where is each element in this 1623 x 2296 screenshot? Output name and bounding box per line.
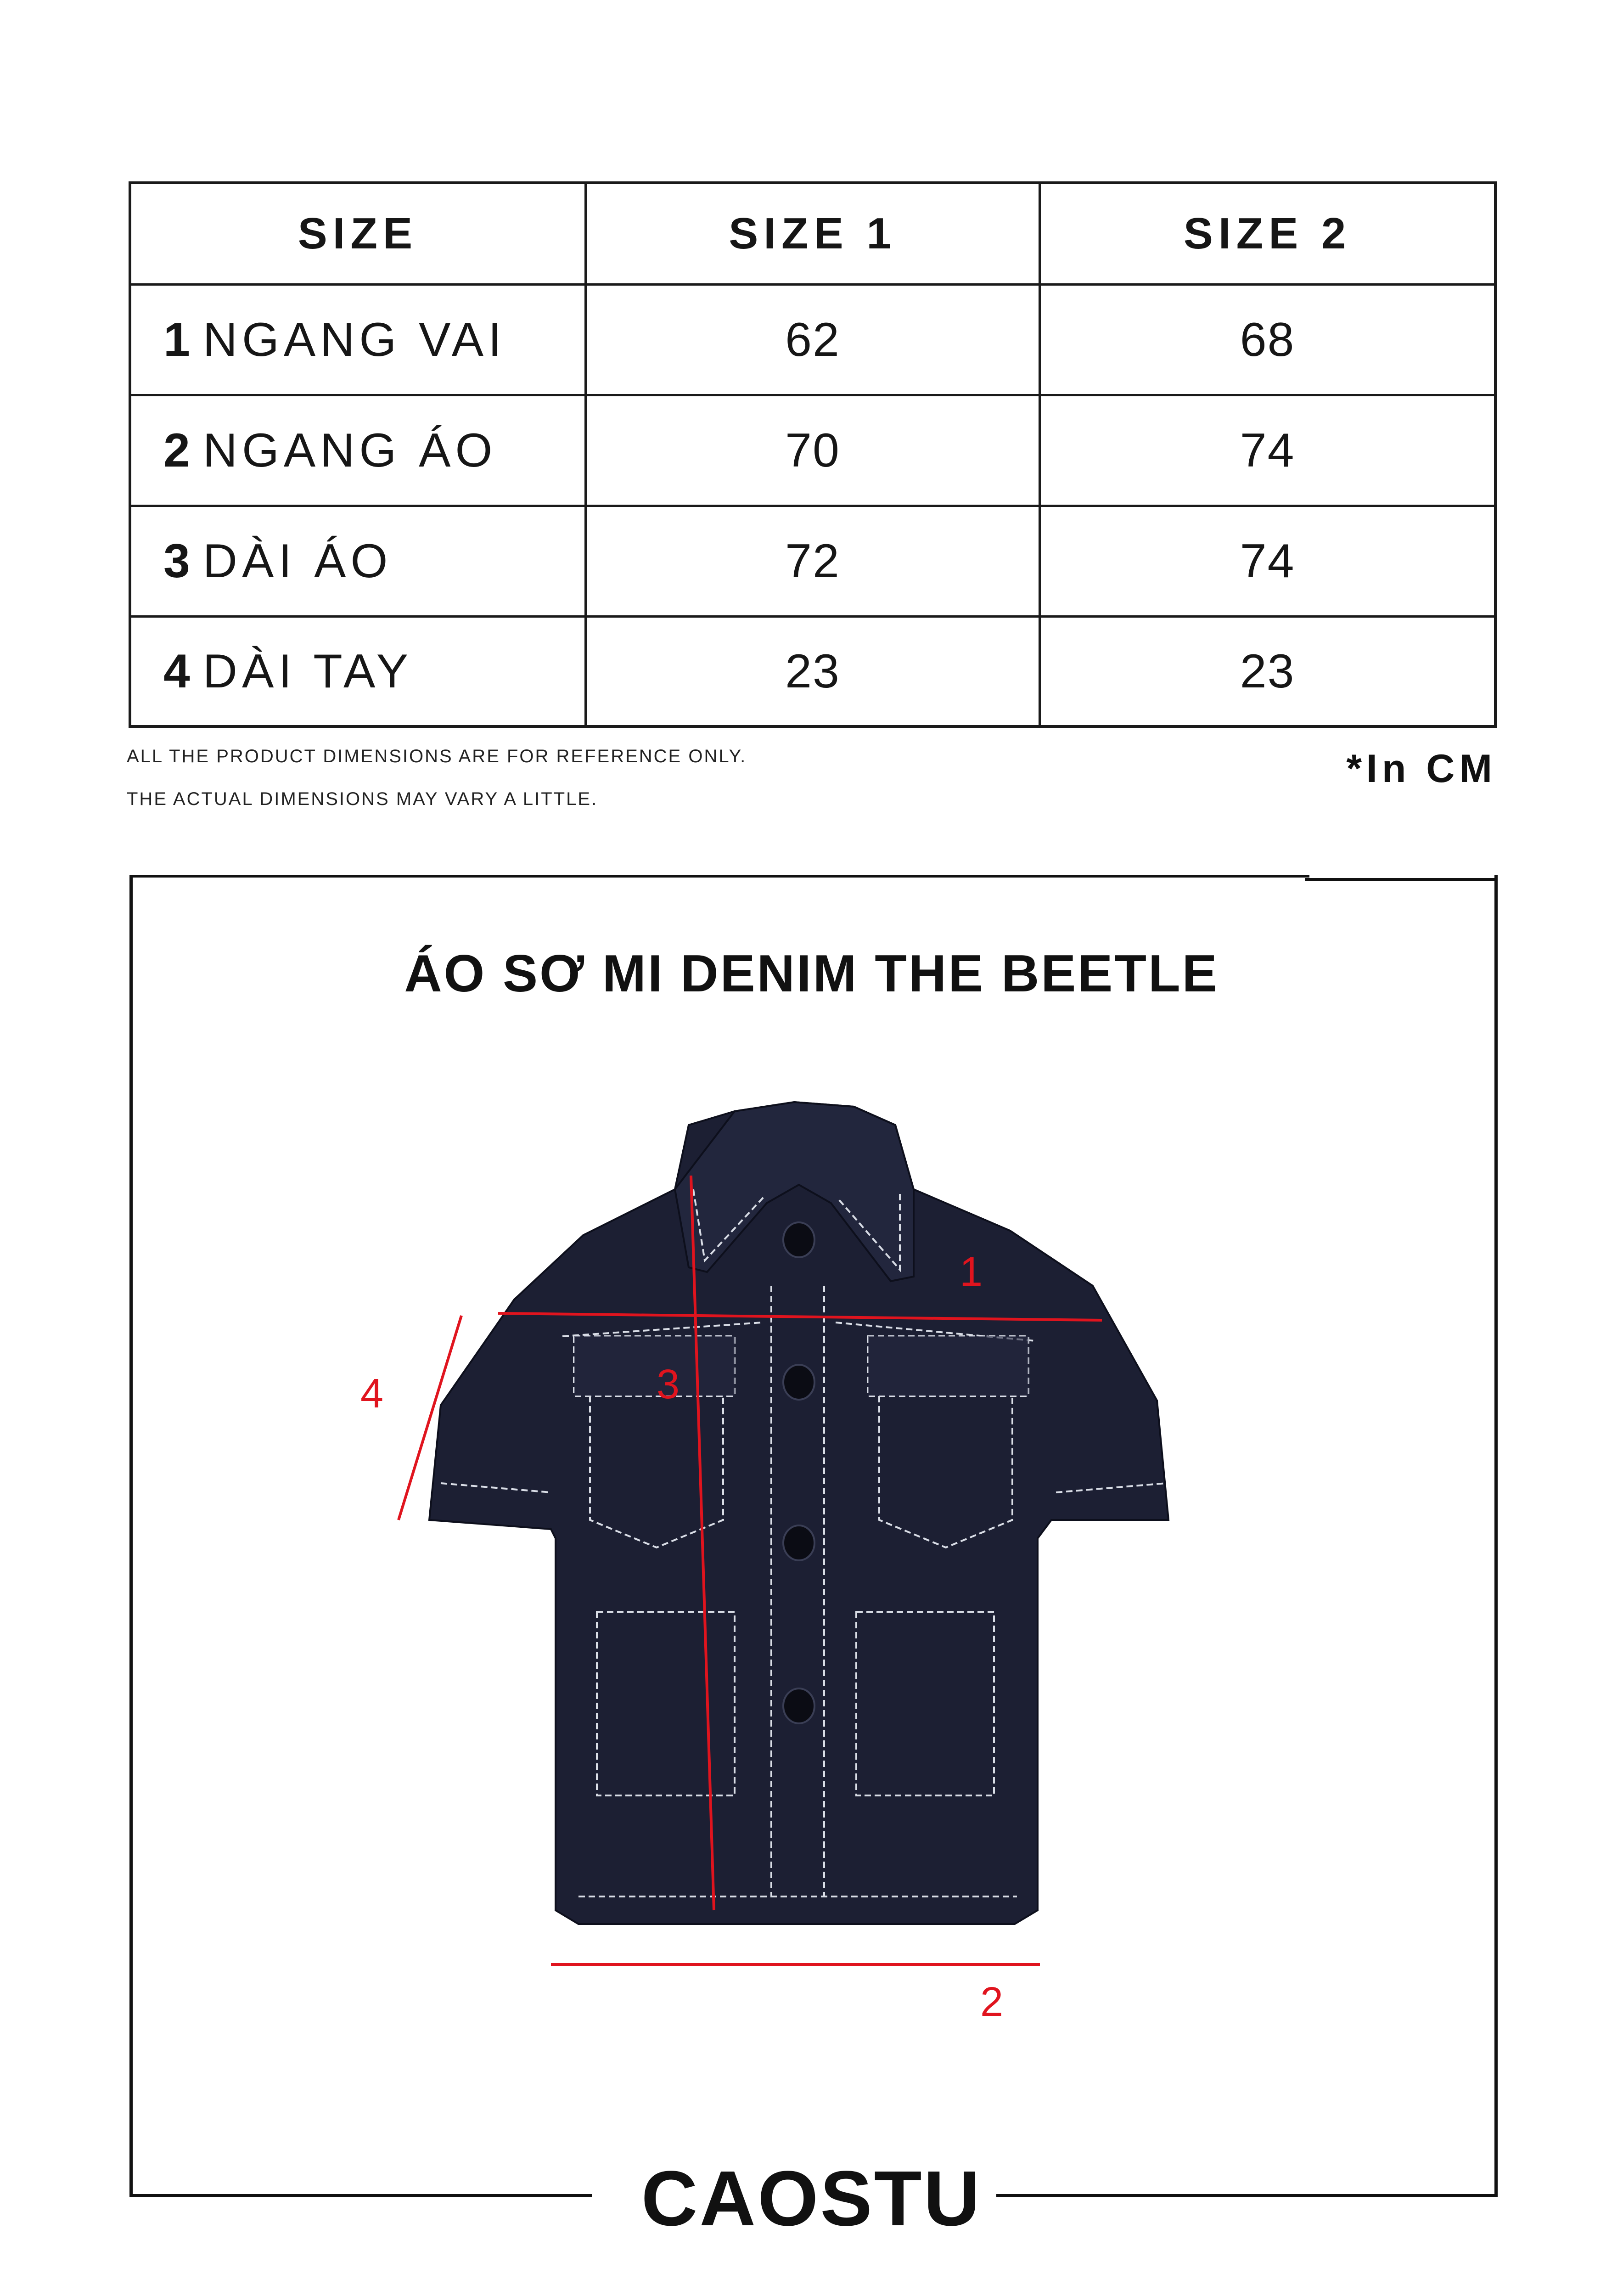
- marker-3: 3: [657, 1362, 680, 1407]
- row-number: 3: [163, 534, 190, 588]
- cell-size-1: 62: [585, 285, 1039, 395]
- row-name: NGANG ÁO: [202, 423, 497, 477]
- cell-size-2: 23: [1040, 617, 1494, 725]
- product-title: ÁO SƠ MI DENIM THE BEETLE: [404, 945, 1219, 1003]
- cell-size-2: 74: [1040, 506, 1494, 617]
- variation-note: THE ACTUAL DIMENSIONS MAY VARY A LITTLE.: [127, 789, 598, 809]
- row-number: 2: [163, 423, 190, 477]
- cell-size-1: 72: [585, 506, 1039, 617]
- marker-2: 2: [980, 1979, 1004, 2025]
- header-size-2: SIZE 2: [1040, 184, 1494, 285]
- row-number: 1: [163, 313, 190, 366]
- header-size: SIZE: [131, 184, 585, 285]
- cell-size-2: 74: [1040, 395, 1494, 506]
- cell-size-1: 23: [585, 617, 1039, 725]
- row-name: DÀI TAY: [202, 644, 413, 698]
- marker-1: 1: [960, 1249, 983, 1295]
- row-number: 4: [163, 644, 190, 698]
- pocket-flap-left: [574, 1336, 735, 1396]
- header-size-1: SIZE 1: [585, 184, 1039, 285]
- reference-note: ALL THE PRODUCT DIMENSIONS ARE FOR REFERENCE ONLY.: [127, 746, 747, 766]
- pocket-flap-right: [868, 1336, 1028, 1396]
- row-name: DÀI ÁO: [202, 534, 393, 588]
- row-name: NGANG VAI: [202, 313, 506, 366]
- cell-size-1: 70: [585, 395, 1039, 506]
- marker-4: 4: [360, 1371, 384, 1417]
- cell-size-2: 68: [1040, 285, 1494, 395]
- unit-label: *In CM: [1346, 747, 1497, 791]
- brand-logo: CAOSTU: [641, 2155, 982, 2242]
